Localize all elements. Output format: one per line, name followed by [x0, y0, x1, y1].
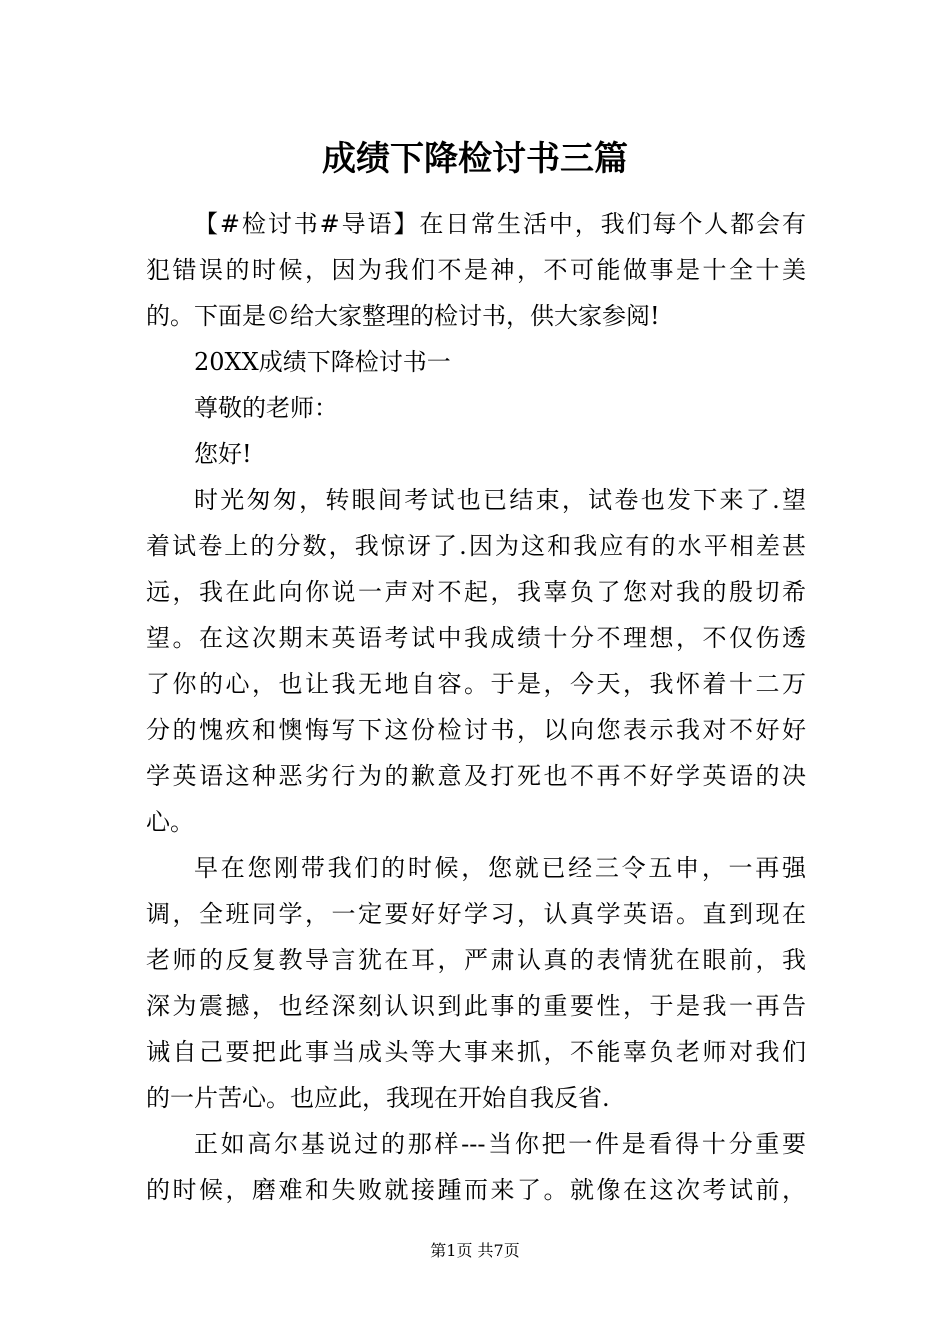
body-line: 着试卷上的分数，我惊讶了.因为这和我应有的水平相差甚	[146, 532, 806, 560]
body-line: 的时候，磨难和失败就接踵而来了。就像在这次考试前，	[146, 1176, 806, 1204]
body-line: 时光匆匆，转眼间考试也已结束，试卷也发下来了.望	[194, 486, 806, 514]
body-line: 学英语这种恶劣行为的歉意及打死也不再不好学英语的决	[146, 762, 806, 790]
salutation: 尊敬的老师：	[194, 394, 338, 422]
body-line: 老师的反复教导言犹在耳，严肃认真的表情犹在眼前，我	[146, 946, 806, 974]
body-line: 望。在这次期末英语考试中我成绩十分不理想，不仅伤透	[146, 624, 806, 652]
body-line: 心。	[146, 808, 194, 836]
body-line: 正如高尔基说过的那样---当你把一件是看得十分重要	[194, 1130, 806, 1158]
body-line: 远，我在此向你说一声对不起，我辜负了您对我的殷切希	[146, 578, 806, 606]
greeting: 您好!	[194, 440, 252, 468]
body-line: 的。下面是©给大家整理的检讨书，供大家参阅!	[146, 302, 660, 330]
body-line: 分的愧疚和懊悔写下这份检讨书，以向您表示我对不好好	[146, 716, 806, 744]
body-line: 犯错误的时候，因为我们不是神，不可能做事是十全十美	[146, 256, 806, 284]
page-footer: 第1页 共7页	[430, 1241, 520, 1260]
body-line: 【#检讨书#导语】在日常生活中，我们每个人都会有	[194, 210, 806, 238]
body-line: 调，全班同学，一定要好好学习，认真学英语。直到现在	[146, 900, 806, 928]
body-line: 的一片苦心。也应此，我现在开始自我反省.	[146, 1084, 610, 1112]
body-line: 诫自己要把此事当成头等大事来抓，不能辜负老师对我们	[146, 1038, 806, 1066]
body-line: 了你的心，也让我无地自容。于是，今天，我怀着十二万	[146, 670, 806, 698]
body-line: 深为震撼，也经深刻认识到此事的重要性，于是我一再告	[146, 992, 806, 1020]
section-heading: 20XX成绩下降检讨书一	[194, 348, 451, 376]
body-line: 早在您刚带我们的时候，您就已经三令五申，一再强	[194, 854, 806, 882]
document-title: 成绩下降检讨书三篇	[322, 139, 628, 179]
